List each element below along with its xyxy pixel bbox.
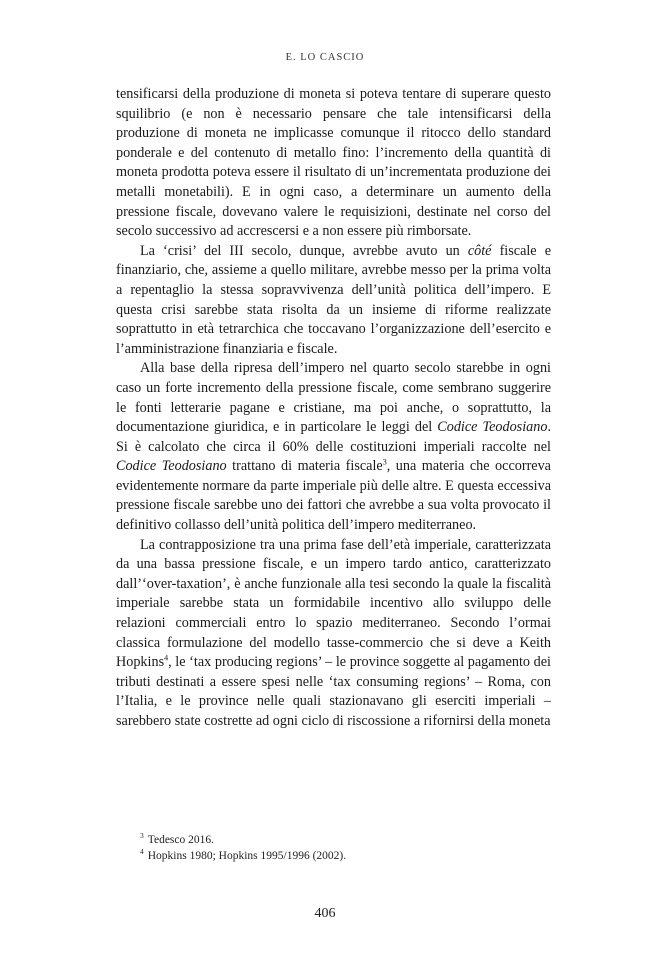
footnote-ref: 3: [382, 457, 387, 467]
paragraph: [116, 536, 551, 732]
paragraph: [116, 85, 551, 242]
italic-text: Codice Teodosiano: [437, 419, 548, 436]
footnote-ref: 4: [164, 653, 169, 663]
footnote-mark: 4: [140, 847, 144, 857]
text-run: . Si è calcolato che circa il 60% delle costituzioni imperiali raccolte nel: [116, 419, 551, 455]
running-head: E. LO CASCIO: [285, 52, 365, 63]
body-text: [116, 85, 551, 732]
text-run: tensificarsi della produzione di moneta si poteva tentare di superare questo squilibrio (e non è necessario pensare che tale intensificarsi della produzione di moneta ne implicasse comunque il ritocco dello standard ponderale e del contenuto di metallo fino: l’incremento della quantità di moneta prodotta poteva essere il risultato di un’incrementata produzione dei metalli monetabili). E in ogni caso, a determinare un aumento della pressione fiscale, dovevano valere le requisizioni, destinate nel corso del secolo successivo ad accrescersi e a non essere più rimborsate.: [116, 86, 551, 240]
footnote: [140, 848, 560, 864]
italic-text: Codice Teodosiano: [116, 458, 227, 475]
text-run: fiscale e finanziario, che, assieme a quello militare, avrebbe messo per la prima volta a repentaglio la stessa sopravvivenza dell’unità politica dell’impero. E questa crisi sarebbe stata risolta da un insieme di riforme realizzate soprattutto in età tetrarchica che toccavano l’organizzazione dell’esercito e l’amministrazione finanziaria e fiscale.: [116, 242, 551, 357]
italic-text: côté: [467, 242, 492, 259]
paragraph: [116, 359, 551, 535]
text-run: , una materia che occorreva evidentemente normare da parte imperiale più delle altre. E questa eccessiva pressione fiscale sarebbe uno dei fattori che avrebbe a sua volta provocato il definitivo collasso dell’unità politica dell’impero mediterraneo.: [116, 458, 551, 534]
footnote-mark: 3: [140, 831, 144, 841]
paragraph: [116, 242, 551, 360]
footnote: [140, 832, 560, 848]
text-run: La contrapposizione tra una prima fase dell’età imperiale, caratterizzata da una bassa pressione fiscale, e un impero tardo antico, caratterizzato dall’‘over-taxation’, è anche funzionale alla tesi secondo la quale la fiscalità imperiale sarebbe stata un formidabile incentivo allo sviluppo delle relazioni commerciali entro lo spazio mediterraneo. Secondo l’ormai classica formulazione del modello tasse-commercio che si deve a Keith Hopkins: [116, 536, 551, 671]
text-run: , le ‘tax producing regions’ – le province soggette al pagamento dei tributi destinati a essere spesi nelle ‘tax consuming regions’ – Roma, con l’Italia, e le province nelle quali stazionavano gli eserciti imperiali – sarebbero state costrette ad ogni ciclo di riscossione a rifornirsi della moneta: [116, 654, 551, 729]
text-run: La ‘crisi’ del III secolo, dunque, avrebbe avuto un: [140, 242, 468, 259]
footnote-text: Hopkins 1980; Hopkins 1995/1996 (2002).: [147, 850, 347, 862]
text-run: trattano di materia fiscale: [226, 458, 383, 475]
page-number: 406: [314, 906, 336, 921]
text-run: Alla base della ripresa dell’impero nel quarto secolo starebbe in ogni caso un forte incremento della pressione fiscale, come sembrano suggerire le fonti letterarie pagane e cristiane, ma poi anche, o soprattutto, la documentazione giuridica, e in particolare le leggi del: [116, 360, 551, 436]
footnotes: [140, 832, 560, 864]
footnote-text: Tedesco 2016.: [147, 834, 215, 846]
